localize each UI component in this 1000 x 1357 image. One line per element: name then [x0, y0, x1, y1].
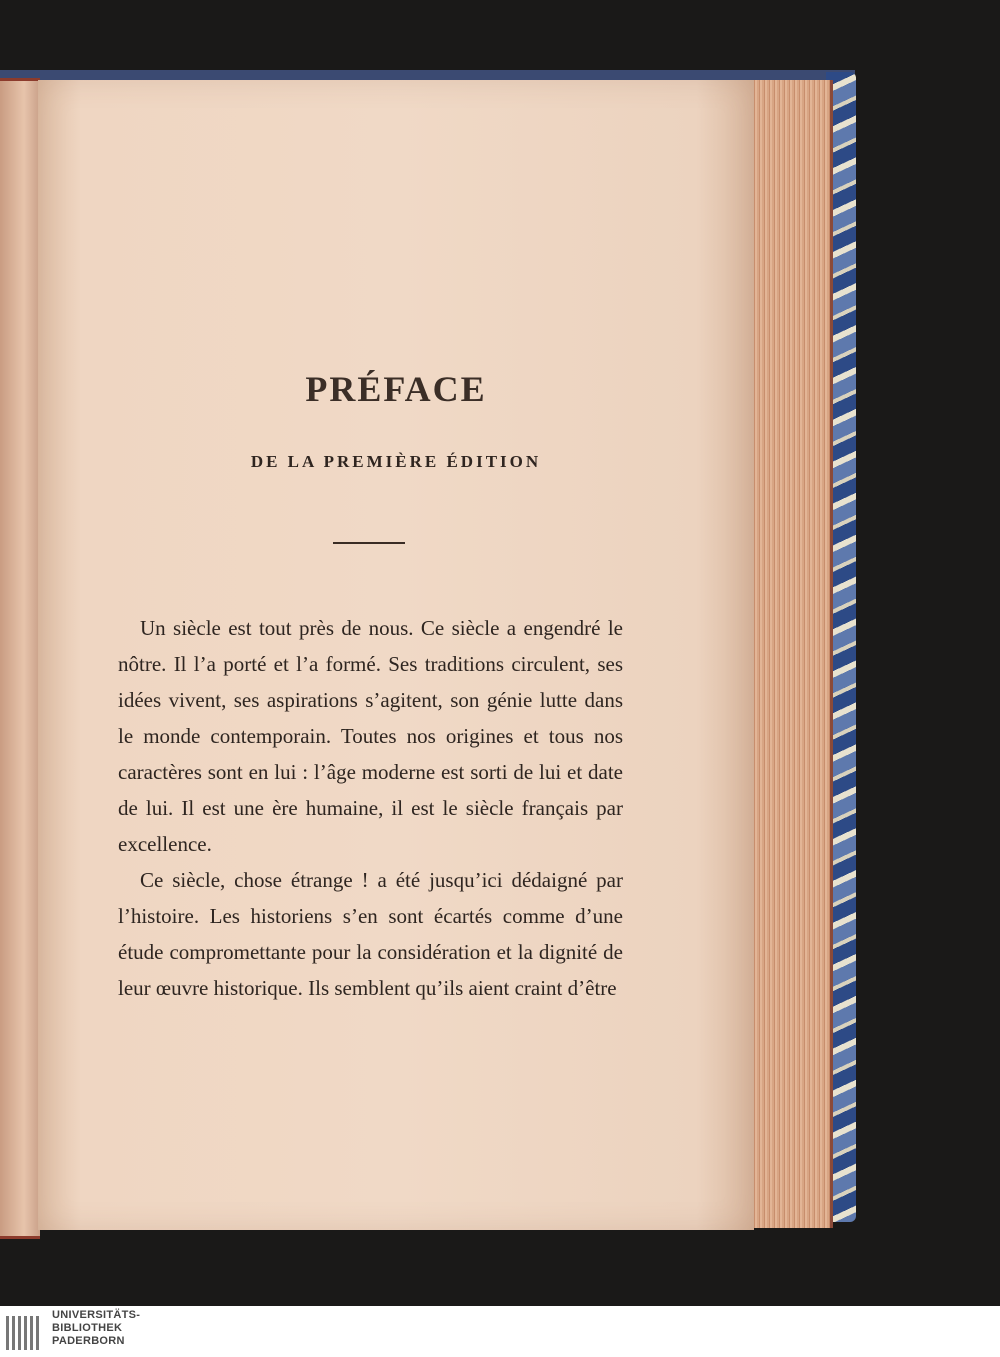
library-name [52, 1309, 140, 1348]
library-footer [0, 1306, 1000, 1357]
paragraph: Un siècle est tout près de nous. Ce siècle a engendré le nôtre. Il l’a porté et l’a formé. Ses traditions circulent, ses idées vivent, ses aspirations s’agitent, son génie lutte dans le monde contemporain. Toutes nos origines et tous nos caractères sont en lui : l’âge moderne est sorti de lui et date de lui. Il est une ère humaine, il est le siècle français par excellence. [118, 616, 623, 856]
title-rule [333, 542, 405, 544]
book-page [38, 80, 754, 1230]
body-text [118, 610, 623, 1006]
library-name-line: UNIVERSITÄTS- [52, 1309, 141, 1321]
library-bars-logo-icon [6, 1312, 46, 1352]
page-subtitle: DE LA PREMIÈRE ÉDITION [250, 452, 542, 471]
left-page-edge [0, 78, 40, 1239]
library-name-line: BIBLIOTHEK [52, 1322, 123, 1334]
page-block-edge [752, 80, 833, 1228]
library-name-line: PADERBORN [52, 1335, 125, 1347]
page-title: PRÉFACE [305, 369, 487, 409]
paragraph: Ce siècle, chose étrange ! a été jusqu’ici dédaigné par l’histoire. Les historiens s’en sont écartés comme d’une étude compromettante pour la considération et la dignité de leur œuvre historique. Ils semblent qu’ils aient craint d’être [118, 868, 623, 1000]
